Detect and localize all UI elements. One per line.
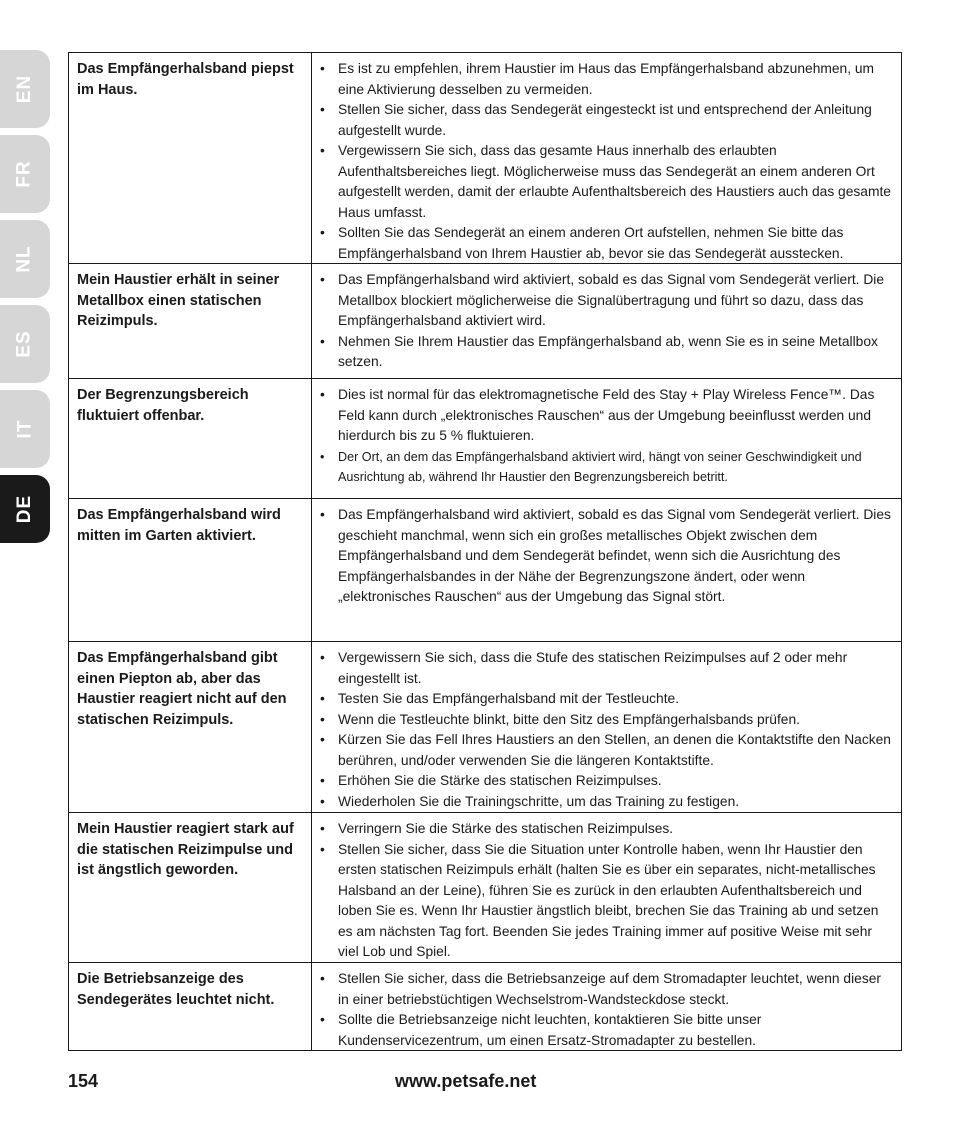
solution-item: • Vergewissern Sie sich, dass die Stufe des statischen Reizimpulses auf 2 oder mehr eingestellt ist.	[318, 648, 891, 689]
language-tab-label: EN	[14, 74, 35, 104]
solution-item: • Sollte die Betriebsanzeige nicht leuchten, kontaktieren Sie bitte unser Kundenservicezentrum, um einen Ersatz-Stromadapter zu bestellen.	[318, 1010, 891, 1051]
solution-item: • Sollten Sie das Sendegerät an einem anderen Ort aufstellen, nehmen Sie bitte das Empfängerhalsband von Ihrem Haustier ab, bevor sie das Sendegerät ausstecken.	[318, 223, 891, 264]
language-tab-label: DE	[14, 494, 35, 524]
solution-item: • Kürzen Sie das Fell Ihres Haustiers an den Stellen, an denen die Kontaktstifte den Nacken berühren, und/oder verwenden Sie die längeren Kontaktstifte.	[318, 730, 891, 771]
solution-cell	[312, 963, 901, 1050]
page-number: 154	[68, 1071, 99, 1091]
language-tab-nl[interactable]	[0, 220, 50, 298]
solution-cell	[312, 379, 901, 498]
solution-item: • Wenn die Testleuchte blinkt, bitte den Sitz des Empfängerhalsbands prüfen.	[318, 710, 891, 731]
solution-cell	[312, 813, 901, 962]
table-row	[69, 499, 901, 642]
solution-item: • Vergewissern Sie sich, dass das gesamte Haus innerhalb des erlaubten Aufenthaltsbereiches liegt. Möglicherweise muss das Sendegerät an einem anderen Ort aufgestellt werden, damit der erlaubte Aufenthaltsbereich des Haustiers auch das gesamte Haus umfasst.	[318, 141, 891, 223]
troubleshooting-table	[68, 52, 902, 1051]
language-tab-label: IT	[13, 419, 35, 439]
solution-list	[318, 270, 891, 373]
solution-list	[318, 648, 891, 812]
solution-item: • Stellen Sie sicher, dass die Betriebsanzeige auf dem Stromadapter leuchtet, wenn dieser in einer betriebstüchtigen Wechselstrom-Wandsteckdose steckt.	[318, 969, 891, 1010]
table-row	[69, 264, 901, 379]
solution-list	[318, 969, 891, 1051]
solution-item: • Dies ist normal für das elektromagnetische Feld des Stay + Play Wireless Fence™. Das Feld kann durch „elektronisches Rauschen“ aus der Umgebung beeinflusst werden und hierdurch bis zu 5 % fluktuieren.	[318, 385, 891, 447]
language-tab-label: NL	[13, 245, 35, 273]
solution-item: • Wiederholen Sie die Trainingschritte, um das Training zu festigen.	[318, 792, 891, 813]
solution-item: • Verringern Sie die Stärke des statischen Reizimpulses.	[318, 819, 891, 840]
solution-item: • Stellen Sie sicher, dass das Sendegerät eingesteckt ist und entsprechend der Anleitung aufgestellt wurde.	[318, 100, 891, 141]
problem-cell: Das Empfängerhalsband gibt einen Piepton ab, aber das Haustier reagiert nicht auf den statischen Reizimpuls.	[69, 642, 312, 812]
solution-item: • Stellen Sie sicher, dass Sie die Situation unter Kontrolle haben, wenn Ihr Haustier den ersten statischen Reizimpuls erhält (halten Sie es über ein separates, nicht-metallisches Halsband an der Leine), führen Sie es zurück in den erlaubten Aufenthaltsbereich und loben Sie es. Wenn Ihr Haustier ängstlich bleibt, brechen Sie das Training ab und setzen es am nächsten Tag fort. Beenden Sie jedes Training immer auf positive Weise mit sehr viel Lob und Spiel.	[318, 840, 891, 963]
problem-cell: Das Empfängerhalsband wird mitten im Garten aktiviert.	[69, 499, 312, 641]
website-link[interactable]: www.petsafe.net	[395, 1071, 537, 1091]
solution-cell	[312, 264, 901, 378]
solution-cell	[312, 499, 901, 641]
problem-cell: Mein Haustier reagiert stark auf die statischen Reizimpulse und ist ängstlich geworden.	[69, 813, 312, 962]
language-tab-it[interactable]	[0, 390, 50, 468]
language-tab-label: ES	[13, 330, 35, 358]
solution-item: • Der Ort, an dem das Empfängerhalsband aktiviert wird, hängt von seiner Geschwindigkeit und Ausrichtung ab, während Ihr Haustier den Begrenzungsbereich betritt.	[318, 447, 891, 488]
problem-cell: Das Empfängerhalsband piepst im Haus.	[69, 53, 312, 263]
language-tab-en[interactable]	[0, 50, 50, 128]
table-row	[69, 379, 901, 499]
solution-item: • Nehmen Sie Ihrem Haustier das Empfängerhalsband ab, wenn Sie es in seine Metallbox setzen.	[318, 332, 891, 373]
table-row	[69, 53, 901, 264]
solution-item: • Es ist zu empfehlen, ihrem Haustier im Haus das Empfängerhalsband abzunehmen, um eine Aktivierung desselben zu vermeiden.	[318, 59, 891, 100]
problem-cell: Mein Haustier erhält in seiner Metallbox einen statischen Reizimpuls.	[69, 264, 312, 378]
table-row	[69, 963, 901, 1050]
solution-list	[318, 59, 891, 264]
solution-cell	[312, 53, 901, 263]
problem-cell: Die Betriebsanzeige des Sendegerätes leuchtet nicht.	[69, 963, 312, 1050]
language-tab-de[interactable]	[0, 475, 50, 543]
problem-cell: Der Begrenzungsbereich fluktuiert offenbar.	[69, 379, 312, 498]
solution-item: • Das Empfängerhalsband wird aktiviert, sobald es das Signal vom Sendegerät verliert. Die Metallbox blockiert möglicherweise die Signalübertragung und führt so dazu, dass das Empfängerhalsband aktiviert wird.	[318, 270, 891, 332]
solution-list	[318, 385, 891, 488]
language-tab-es[interactable]	[0, 305, 50, 383]
solution-list	[318, 819, 891, 963]
table-row	[69, 642, 901, 813]
solution-item: • Erhöhen Sie die Stärke des statischen Reizimpulses.	[318, 771, 891, 792]
solution-item: • Das Empfängerhalsband wird aktiviert, sobald es das Signal vom Sendegerät verliert. Dies geschieht manchmal, wenn sich ein großes metallisches Objekt zwischen dem Empfängerhalsband und dem Sendegerät befindet, wenn sich die Ausrichtung des Empfängerhalsbandes in der Nähe der Begrenzungszone ändert, oder wenn „elektronisches Rauschen“ aus der Umgebung das Signal stört.	[318, 505, 891, 608]
language-tab-fr[interactable]	[0, 135, 50, 213]
language-tab-label: FR	[13, 160, 35, 188]
solution-cell	[312, 642, 901, 812]
solution-item: • Testen Sie das Empfängerhalsband mit der Testleuchte.	[318, 689, 891, 710]
solution-list	[318, 505, 891, 608]
table-row	[69, 813, 901, 963]
